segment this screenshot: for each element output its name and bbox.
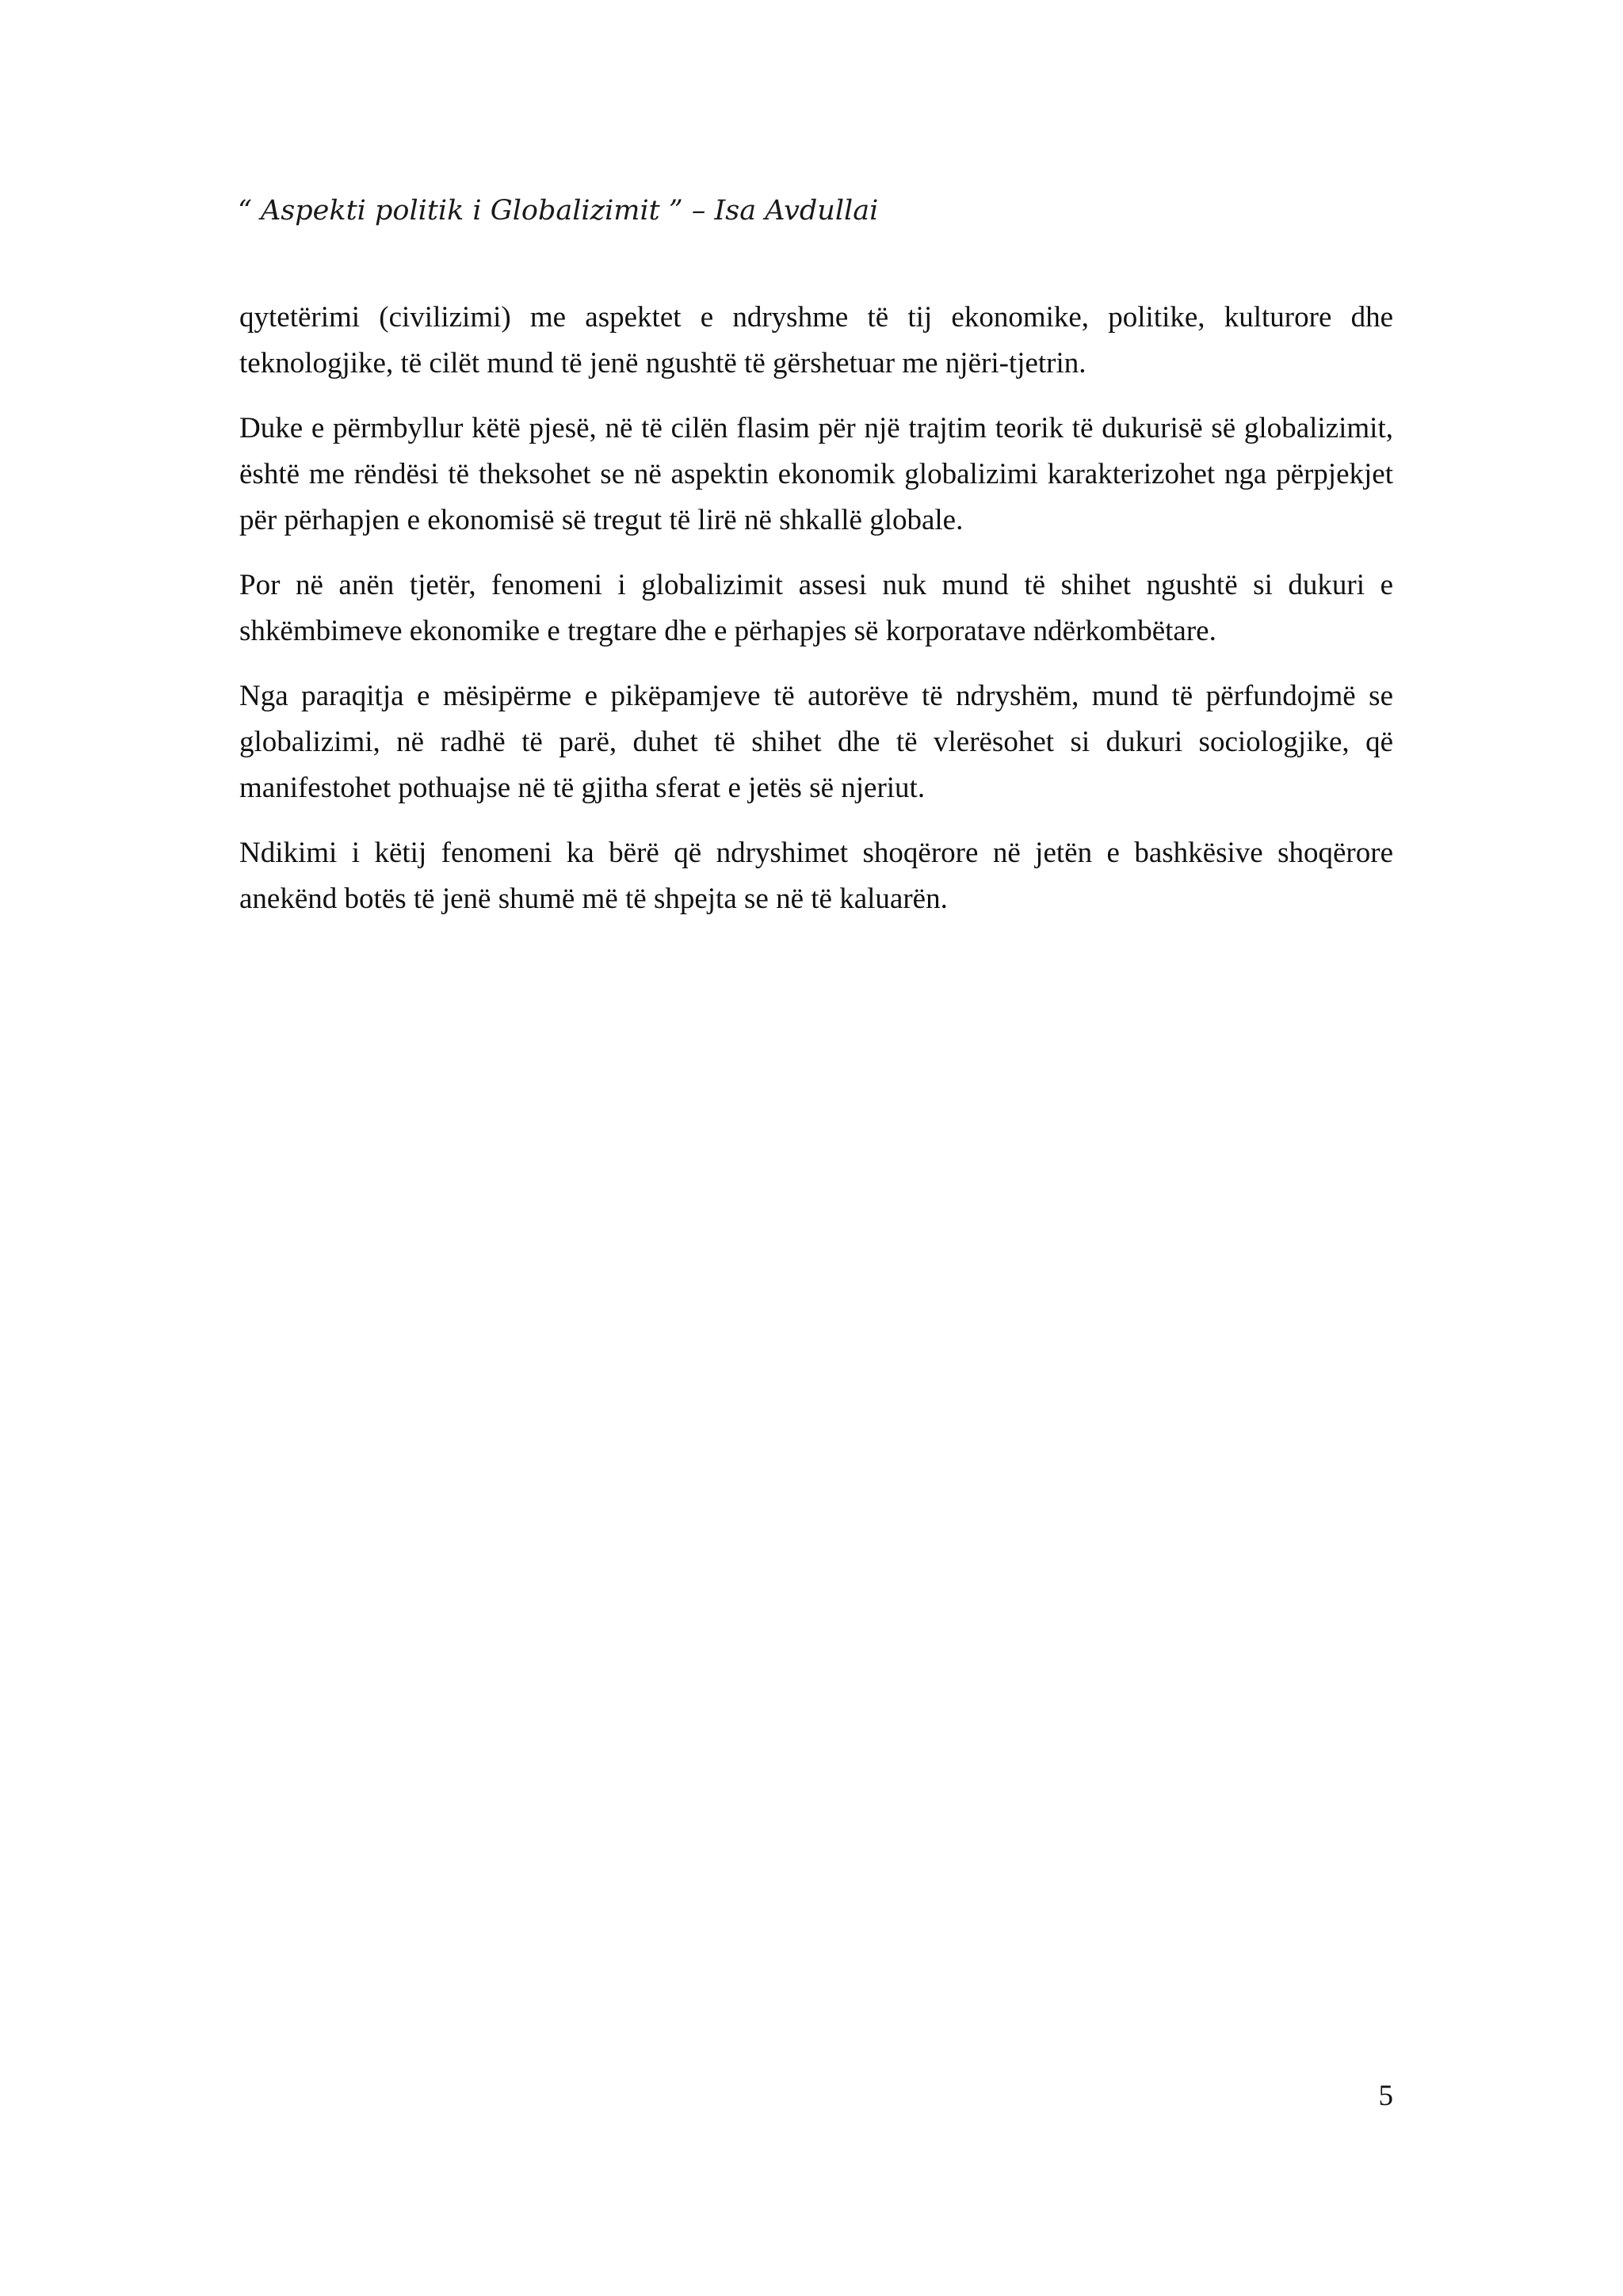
paragraph: Duke e përmbyllur këtë pjesë, në të cilën flasim për një trajtim teorik të dukurisë së globalizimit, është me rëndësi të theksohet se në aspektin ekonomik globalizimi karakterizohet nga përpjekjet për përhapjen e ekonomisë së tregut të lirë në shkallë globale.: [239, 412, 1393, 536]
page-number: 5: [1378, 2080, 1393, 2112]
paragraph: Ndikimi i këtij fenomeni ka bërë që ndryshimet shoqërore në jetën e bashkësive shoqërore anekënd botës të jenë shumë më të shpejta se në të kaluarën.: [239, 837, 1393, 915]
paragraph: Nga paraqitja e mësipërme e pikëpamjeve të autorëve të ndryshëm, mund të përfundojmë se globalizimi, në radhë të parë, duhet të shihet dhe të vlerësohet si dukuri sociologjike, që manifestohet pothuajse në të gjitha sferat e jetës së njeriut.: [239, 680, 1393, 804]
running-header: “ Aspekti politik i Globalizimit ” – Isa Avdullai: [238, 195, 879, 227]
paragraph: qytetërimi (civilizimi) me aspektet e ndryshme të tij ekonomike, politike, kulturore dhe teknologjike, të cilët mund të jenë ngushtë të gërshetuar me njëri-tjetrin.: [239, 301, 1393, 379]
paragraph: Por në anën tjetër, fenomeni i globalizimit assesi nuk mund të shihet ngushtë si dukuri e shkëmbimeve ekonomike e tregtare dhe e përhapjes së korporatave ndërkombëtare.: [239, 569, 1393, 647]
body-text: [239, 295, 1393, 941]
